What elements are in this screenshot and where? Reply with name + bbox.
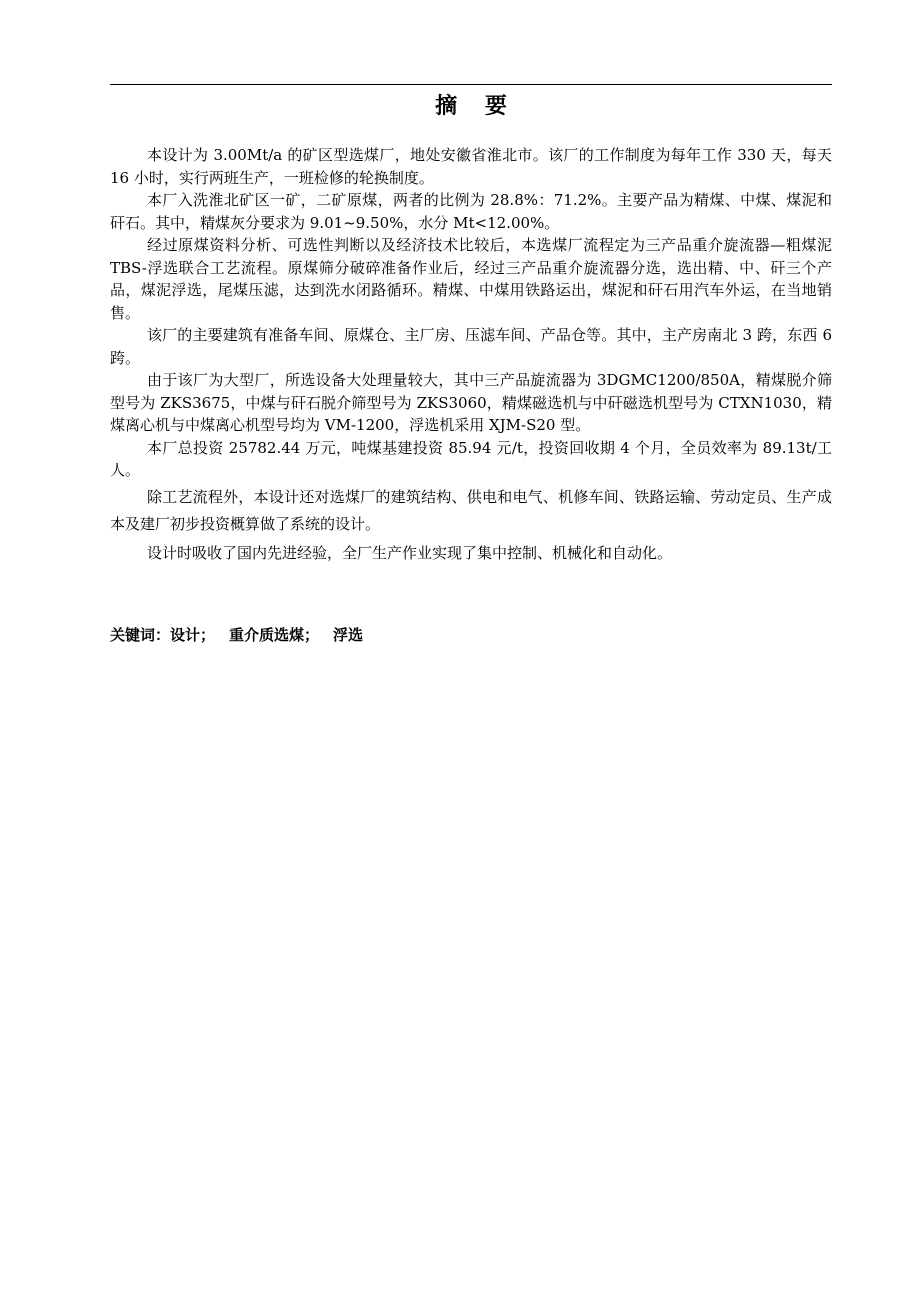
paragraph-process-flow: 经过原煤资料分析、可选性判断以及经济技术比较后，本选煤厂流程定为三产品重介旋流器—粗煤泥 TBS-浮选联合工艺流程。原煤筛分破碎准备作业后，经过三产品重介旋流器分选，选出精、中、矸三个产品，煤泥浮选，尾煤压滤，达到洗水闭路循环。精煤、中煤用铁路运出，煤泥和矸石用汽车外运，在当地销售。 <box>110 236 832 322</box>
keywords-line <box>110 624 832 646</box>
paragraph-buildings: 该厂的主要建筑有准备车间、原煤仓、主厂房、压滤车间、产品仓等。其中，主产房南北 3 跨，东西 6 跨。 <box>110 326 832 367</box>
header-rule <box>110 84 832 85</box>
paragraph-equipment: 由于该厂为大型厂，所选设备大处理量较大，其中三产品旋流器为 3DGMC1200/850A，精煤脱介筛型号为 ZKS3675，中煤与矸石脱介筛型号为 ZKS3060，精煤磁选机与中矸磁选机型号为 CTXN1030，精煤离心机与中煤离心机型号均为 VM-1200，浮选机采用 XJM-S20 型。 <box>110 371 832 434</box>
paragraph-automation: 设计时吸收了国内先进经验，全厂生产作业实现了集中控制、机械化和自动化。 <box>147 543 673 562</box>
paragraph-other-designs: 除工艺流程外，本设计还对选煤厂的建筑结构、供电和电气、机修车间、铁路运输、劳动定员、生产成本及建厂初步投资概算做了系统的设计。 <box>110 487 832 533</box>
keyword-item: 重介质选煤； <box>229 626 320 644</box>
keyword-item: 浮选 <box>333 626 364 644</box>
abstract-body <box>110 144 832 567</box>
keyword-item: 设计； <box>170 626 216 644</box>
keywords-label: 关键词： <box>110 626 171 644</box>
paragraph-raw-coal-products: 本厂入洗淮北矿区一矿，二矿原煤，两者的比例为 28.8%：71.2%。主要产品为精煤、中煤、煤泥和矸石。其中，精煤灰分要求为 9.01~9.50%，水分 Mt<12.00%。 <box>110 191 832 232</box>
paragraph-work-schedule: 本设计为 3.00Mt/a 的矿区型选煤厂，地处安徽省淮北市。该厂的工作制度为每年工作 330 天，每天 16 小时，实行两班生产，一班检修的轮换制度。 <box>110 146 832 187</box>
paragraph-investment: 本厂总投资 25782.44 万元，吨煤基建投资 85.94 元/t，投资回收期 4 个月，全员效率为 89.13t/工人。 <box>110 438 832 479</box>
page-title: 摘 要 <box>435 94 517 119</box>
